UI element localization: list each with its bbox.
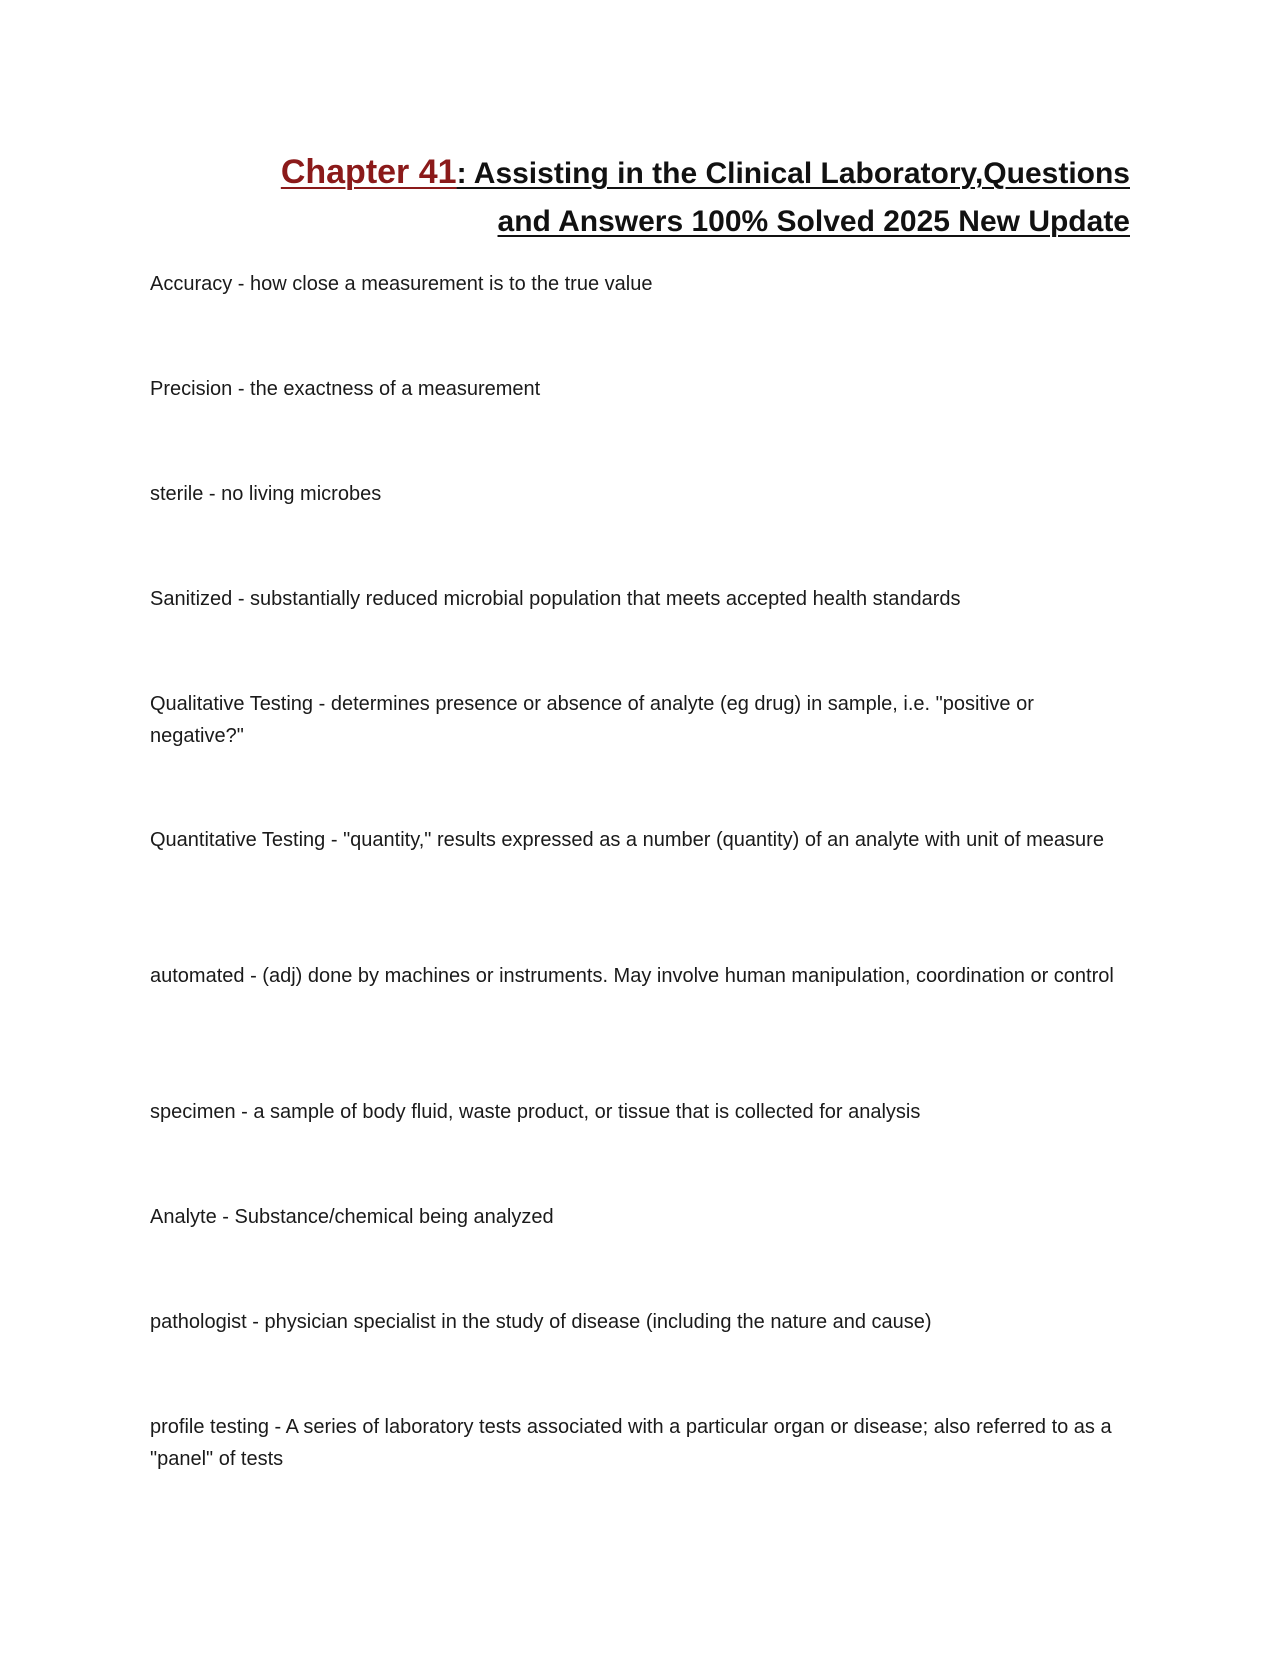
definition-sanitized: Sanitized - substantially reduced microbial population that meets accepted health standards [150,588,961,610]
chapter-number: Chapter 41 [280,153,457,191]
definition-pathologist: pathologist - physician specialist in the study of disease (including the nature and cause) [150,1311,932,1333]
definition-analyte: Analyte - Substance/chemical being analyzed [150,1206,554,1228]
definition-precision: Precision - the exactness of a measurement [150,378,541,400]
definition-quantitative-testing: Quantitative Testing - "quantity," results expressed as a number (quantity) of an analyte with unit of measure [150,829,1104,851]
definition-specimen: specimen - a sample of body fluid, waste product, or tissue that is collected for analysis [150,1101,921,1123]
page-title [250,148,1130,246]
definition-qualitative-testing: Qualitative Testing - determines presence or absence of analyte (eg drug) in sample, i.e. "positive or negative?" [150,693,1034,747]
definition-profile-testing: profile testing - A series of laboratory tests associated with a particular organ or disease; also referred to as a "panel" of tests [150,1416,1112,1470]
definition-accuracy: Accuracy - how close a measurement is to the true value [150,273,653,295]
chapter-title: : Assisting in the Clinical Laboratory,Questions and Answers 100% Solved 2025 New Update [456,157,1130,238]
definition-automated: automated - (adj) done by machines or instruments. May involve human manipulation, coordination or control [150,965,1114,987]
definition-sterile: sterile - no living microbes [150,483,382,505]
